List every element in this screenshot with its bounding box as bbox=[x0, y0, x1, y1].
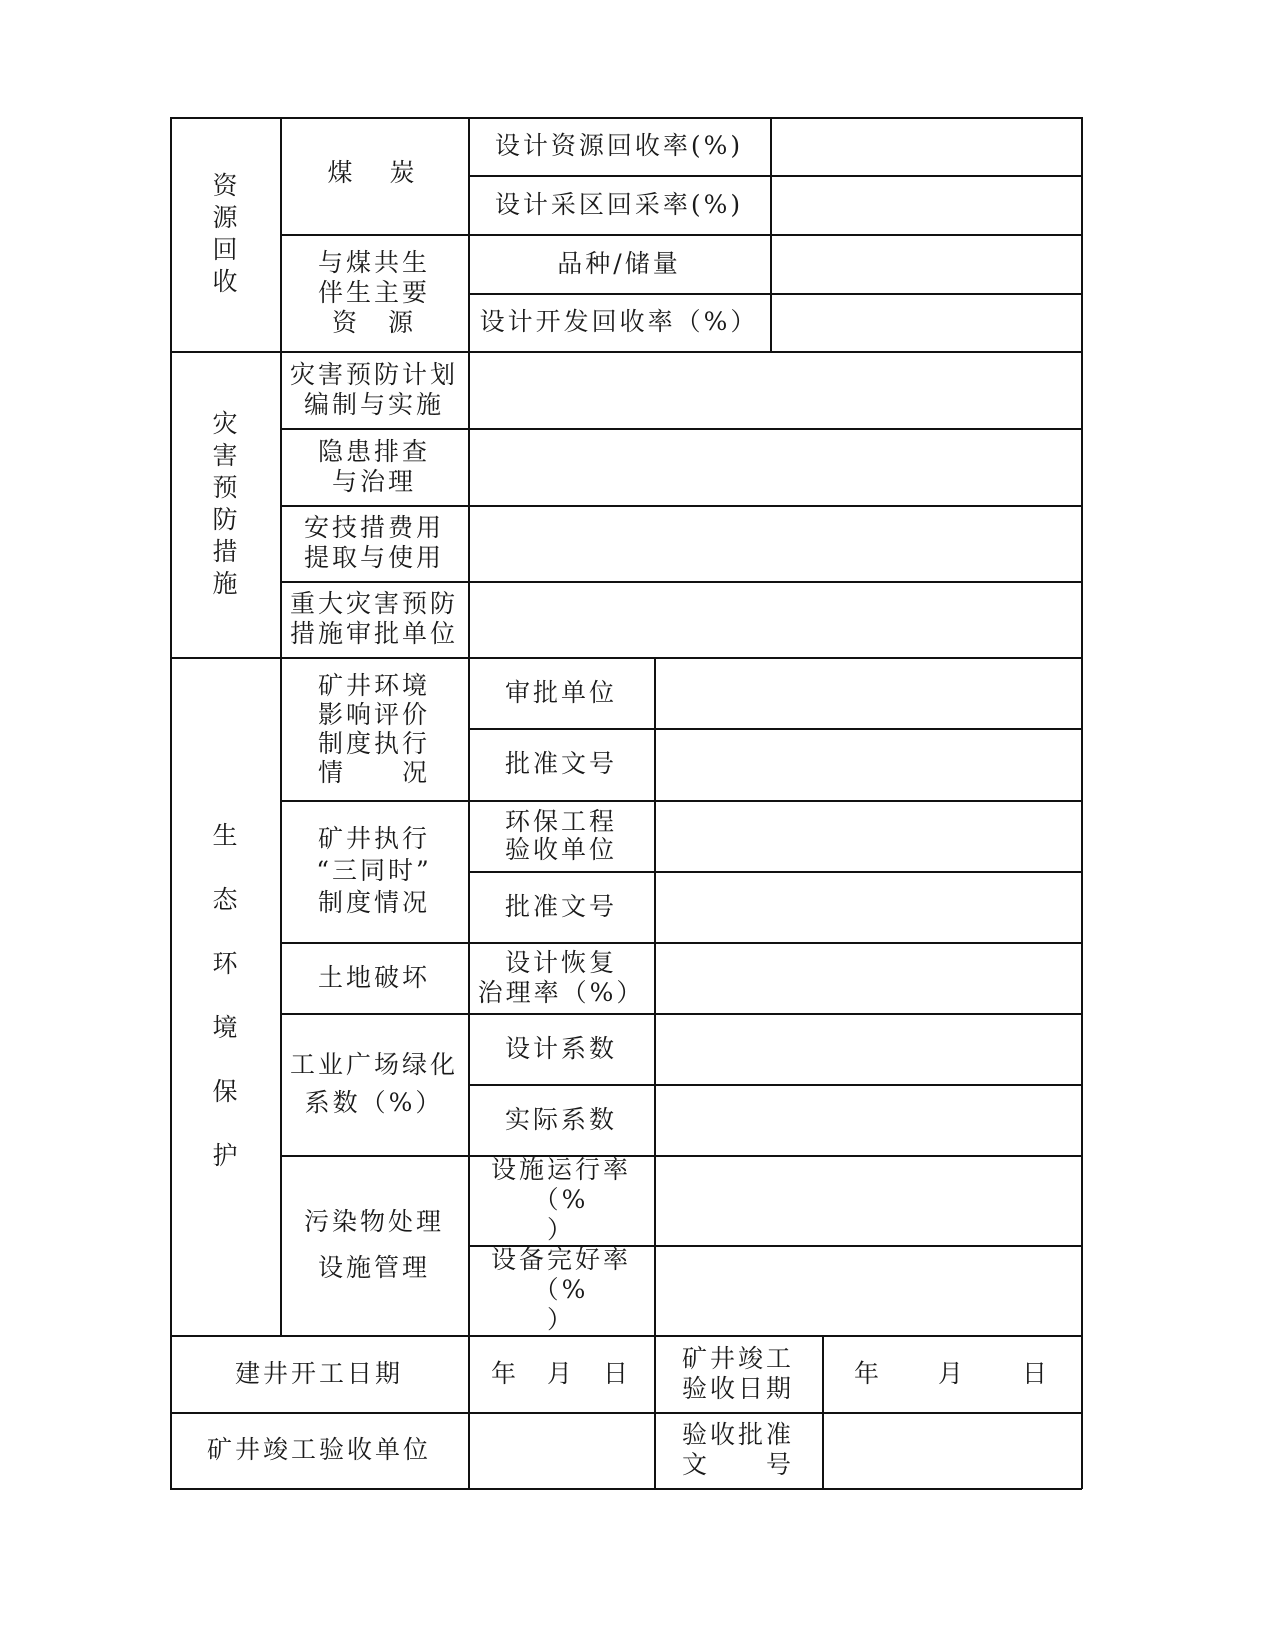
safety-fee-value[interactable] bbox=[468, 505, 1082, 581]
eia-approval-unit-label: 审批单位 bbox=[504, 677, 617, 707]
variety-reserve-value[interactable] bbox=[770, 234, 1082, 293]
construction-start-date-label: 建井开工日期 bbox=[234, 1358, 403, 1388]
facility-operation-rate-value[interactable] bbox=[654, 1155, 1082, 1245]
design-coefficient-value[interactable] bbox=[654, 1013, 1082, 1084]
section-label-eco-protection: 生 态 环 境 保 护 bbox=[212, 821, 238, 1170]
major-disaster-approval-value[interactable] bbox=[468, 581, 1082, 657]
co-resource-label: 与煤共生 伴生主要 资 源 bbox=[317, 247, 430, 337]
eia-approval-number-label: 批准文号 bbox=[504, 749, 617, 779]
facility-operation-rate-label: 设施运行率（% ） bbox=[490, 1155, 631, 1244]
design-mining-area-recovery-value[interactable] bbox=[770, 175, 1082, 234]
env-acceptance-unit-value[interactable] bbox=[654, 800, 1082, 871]
disaster-plan-value[interactable] bbox=[468, 351, 1082, 428]
restoration-rate-value[interactable] bbox=[654, 942, 1082, 1013]
design-resource-recovery-label: 设计资源回收率(%) bbox=[494, 131, 744, 161]
hazard-investigation-value[interactable] bbox=[468, 428, 1082, 505]
table-border-bottom bbox=[170, 1488, 1082, 1490]
actual-coefficient-label: 实际系数 bbox=[504, 1104, 617, 1134]
mine-info-table bbox=[170, 117, 1082, 1501]
pollution-facility-label: 污染物处理 设施管理 bbox=[303, 1207, 444, 1282]
eia-label: 矿井环境 影响评价 制度执行 情 况 bbox=[317, 670, 430, 787]
three-simultaneous-approval-number-label: 批准文号 bbox=[504, 891, 617, 921]
acceptance-approval-number-label: 验收批准 文 号 bbox=[681, 1420, 794, 1479]
completion-acceptance-unit-value[interactable] bbox=[468, 1412, 654, 1488]
equipment-intact-rate-label: 设备完好率（% ） bbox=[490, 1245, 631, 1334]
disaster-plan-label: 灾害预防计划 编制与实施 bbox=[289, 359, 458, 419]
design-development-recovery-value[interactable] bbox=[770, 293, 1082, 351]
greening-coefficient-label: 工业广场绿化 系数（%） bbox=[289, 1050, 458, 1117]
restoration-rate-label: 设计恢复 治理率（%） bbox=[477, 947, 645, 1007]
acceptance-approval-number-value[interactable] bbox=[822, 1412, 1082, 1488]
equipment-intact-rate-value[interactable] bbox=[654, 1245, 1082, 1335]
eia-approval-number-value[interactable] bbox=[654, 728, 1082, 800]
safety-fee-label: 安技措费用 提取与使用 bbox=[303, 513, 444, 572]
design-resource-recovery-value[interactable] bbox=[770, 117, 1082, 175]
major-disaster-approval-label: 重大灾害预防 措施审批单位 bbox=[289, 589, 458, 648]
design-development-recovery-label: 设计开发回收率（%） bbox=[479, 307, 759, 337]
env-acceptance-unit-label: 环保工程 验收单位 bbox=[504, 806, 617, 864]
land-damage-label: 土地破坏 bbox=[317, 962, 430, 992]
section-label-disaster-prevention: 灾 害 预 防 措 施 bbox=[212, 409, 238, 598]
eia-approval-unit-value[interactable] bbox=[654, 657, 1082, 728]
section-label-resource-recovery: 资 源 回 收 bbox=[212, 171, 238, 296]
hazard-investigation-label: 隐患排查 与治理 bbox=[317, 436, 430, 496]
three-simultaneous-label: 矿井执行 “三同时” 制度情况 bbox=[316, 824, 432, 917]
completion-acceptance-unit-label: 矿井竣工验收单位 bbox=[206, 1435, 431, 1465]
completion-acceptance-date-label: 矿井竣工 验收日期 bbox=[681, 1343, 794, 1403]
actual-coefficient-value[interactable] bbox=[654, 1084, 1082, 1155]
completion-acceptance-date-value[interactable]: 年 月 日 bbox=[853, 1358, 1050, 1388]
three-simultaneous-approval-number-value[interactable] bbox=[654, 871, 1082, 942]
variety-reserve-label: 品种/储量 bbox=[557, 248, 681, 278]
design-coefficient-label: 设计系数 bbox=[504, 1033, 617, 1063]
design-mining-area-recovery-label: 设计采区回采率(%) bbox=[494, 189, 744, 219]
construction-start-date-value[interactable]: 年 月 日 bbox=[490, 1358, 631, 1388]
coal-label: 煤 炭 bbox=[327, 158, 421, 187]
